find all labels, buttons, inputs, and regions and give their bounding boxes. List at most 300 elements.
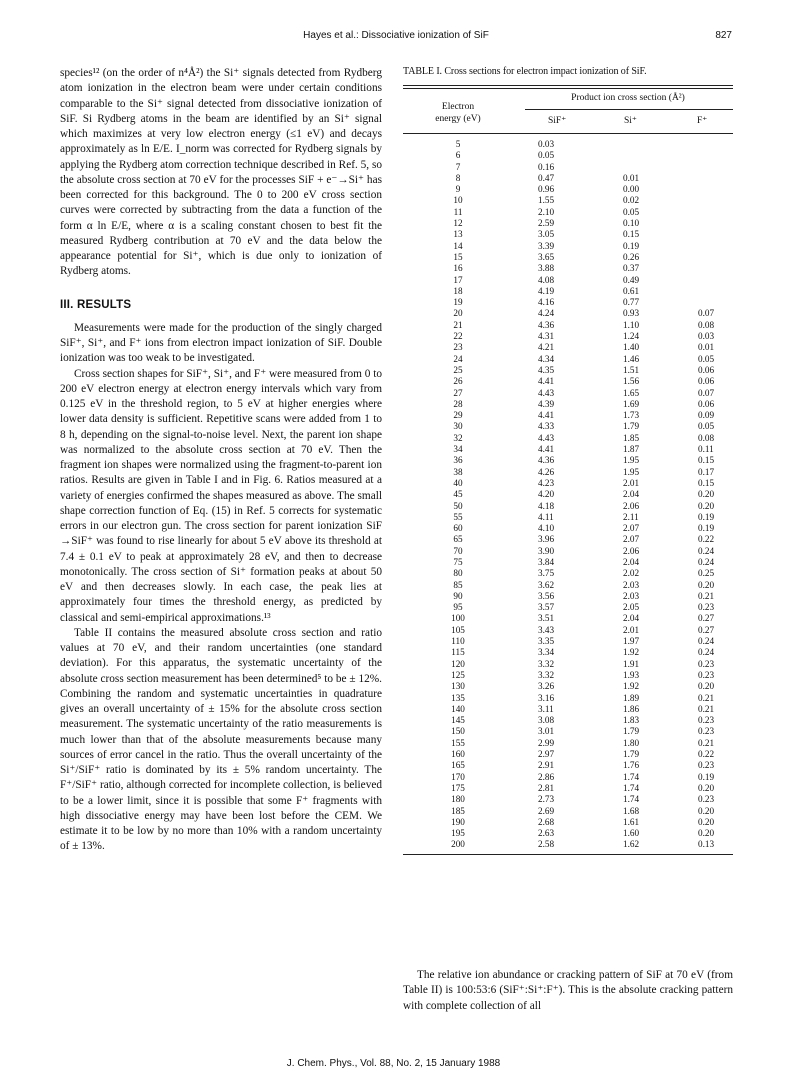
section-heading-results: III. RESULTS	[60, 298, 132, 311]
cell-sif-plus: 3.90	[538, 545, 555, 556]
cell-energy: 20	[453, 308, 463, 319]
cell-energy: 110	[451, 636, 465, 647]
table-row	[403, 715, 733, 726]
cell-si-plus: 1.80	[623, 737, 640, 748]
cell-si-plus	[623, 150, 698, 161]
cell-f-plus: 0.20	[698, 489, 715, 500]
cell-energy: 185	[451, 805, 465, 816]
table-row	[403, 591, 733, 602]
cell-sif-plus: 3.16	[538, 692, 555, 703]
cell-f-plus: 0.06	[698, 364, 715, 375]
cell-si-plus: 0.77	[623, 297, 640, 308]
cell-energy: 5	[455, 139, 461, 149]
table-bottom-rule	[403, 854, 733, 855]
cell-sif-plus: 2.69	[538, 805, 555, 816]
cell-sif-plus: 3.32	[538, 658, 555, 669]
cell-f-plus: 0.17	[698, 466, 715, 477]
cell-si-plus: 1.62	[623, 839, 640, 850]
cell-sif-plus: 2.63	[538, 828, 555, 839]
cell-f-plus: 0.24	[698, 556, 715, 567]
column-header-si-plus: Si⁺	[624, 116, 637, 126]
cell-si-plus: 1.92	[623, 681, 640, 692]
table-header-rule	[403, 133, 733, 134]
cell-f-plus: 0.21	[698, 737, 715, 748]
table-row	[403, 523, 733, 534]
column-group-rule	[525, 109, 733, 110]
table-row	[403, 625, 733, 636]
cell-sif-plus: 3.11	[538, 703, 554, 714]
cell-si-plus: 0.15	[623, 229, 640, 240]
cell-si-plus: 2.04	[623, 489, 640, 500]
cell-energy: 75	[453, 556, 463, 567]
table-row	[403, 184, 733, 195]
cell-f-plus: 0.27	[698, 613, 715, 624]
cell-f-plus: 0.20	[698, 816, 715, 827]
cell-si-plus: 0.37	[623, 263, 640, 274]
cell-si-plus: 0.49	[623, 274, 640, 285]
cell-energy: 160	[451, 749, 465, 760]
cell-si-plus: 2.06	[623, 500, 640, 511]
cell-energy: 12	[453, 218, 463, 229]
cell-sif-plus: 3.62	[538, 579, 555, 590]
cell-sif-plus: 3.26	[538, 681, 555, 692]
cell-si-plus: 2.03	[623, 579, 640, 590]
table-row	[403, 354, 733, 365]
cell-sif-plus: 2.58	[538, 839, 555, 850]
table-row	[403, 342, 733, 353]
table-row	[403, 421, 733, 432]
cell-sif-plus: 3.34	[538, 647, 555, 658]
table-row	[403, 455, 733, 466]
table-row	[403, 207, 733, 218]
cell-f-plus: 0.09	[698, 410, 715, 421]
cell-f-plus: 0.24	[698, 647, 715, 658]
cell-sif-plus: 4.41	[538, 410, 555, 421]
cell-si-plus: 1.74	[623, 771, 640, 782]
cell-sif-plus: 4.19	[538, 285, 555, 296]
table-row	[403, 512, 733, 523]
cell-f-plus: 0.23	[698, 602, 715, 613]
cell-f-plus: 0.23	[698, 715, 715, 726]
cell-f-plus: 0.11	[698, 444, 714, 455]
table-row	[403, 693, 733, 704]
cell-f-plus	[698, 275, 733, 286]
cell-si-plus: 2.07	[623, 534, 640, 545]
cell-f-plus: 0.05	[698, 421, 715, 432]
right-column-text	[403, 968, 733, 1014]
cell-energy: 38	[453, 466, 463, 477]
table-row	[403, 388, 733, 399]
cell-energy: 50	[453, 500, 463, 511]
cell-energy: 14	[453, 240, 463, 251]
table-row	[403, 749, 733, 760]
cell-si-plus: 1.68	[623, 805, 640, 816]
cell-si-plus: 0.19	[623, 240, 640, 251]
cell-energy: 155	[451, 737, 465, 748]
cell-f-plus	[698, 139, 733, 150]
cell-energy: 195	[451, 828, 465, 839]
cell-sif-plus: 4.23	[538, 477, 555, 488]
cell-sif-plus: 2.10	[538, 206, 555, 217]
table-row	[403, 195, 733, 206]
paragraph-rydberg-correction: species¹² (on the order of n⁴Å²) the Si⁺ signals detected from Rydberg atom ionization in the electron beam were under certain conditions comparable to the Si⁺ signal detected from dissociative ionization of SiF. Si Rydberg atoms in the beam are identified by an Si⁺ signal which maximizes at very low electron energy (≤1 eV) and decays approximately as ln E/E. I_norm was corrected for Rydberg signals by applying the Rydberg atom correction technique described in Ref. 5, so the absolute cross section at 70 eV for the processes SiF + e⁻→Si⁺ has been corrected for this background. The 0 to 200 eV cross section curves were corrected by subtracting from the data a function of the form α ln E/E, where α is a scaling constant chosen to best fit the measured Rydberg contribution at 70 eV and the data below the appearance potential for Si⁺, which is due only to ionization of Rydberg atoms.	[60, 67, 382, 278]
paragraph-table-two: Table II contains the measured absolute cross section and ratio values at 70 eV, and their random uncertainties (one standard deviation). For this apparatus, the systematic uncertainty of the absolute cross section measurement has been determined⁵ to be ± 12%. Combining the random and systematic uncertainties in quadrature gives an overall uncertainty of ± 15% for the absolute cross section measurement. The systematic uncertainty of the ratio measurements is much lower than that of the absolute measurements because many sources of error cancel in the ratio. Thus the overall uncertainty of the Si⁺/SiF⁺ ratio is dominated by its ± 5% random uncertainty. The F⁺/SiF⁺ ratio, although corrected for incomplete collection, is believed to be a lower limit, since it is possible that some F⁺ fragments with high dissociative energy may have been lost before the CEM. We estimate it to be low by no more than 10% with a random uncertainty of ± 13%.	[60, 626, 382, 853]
cell-energy: 55	[453, 511, 463, 522]
cell-sif-plus: 4.31	[538, 331, 555, 342]
cell-sif-plus: 1.55	[538, 195, 555, 206]
cell-sif-plus: 4.21	[538, 342, 555, 353]
cell-si-plus: 1.51	[623, 364, 640, 375]
table-header	[403, 89, 733, 133]
cell-si-plus: 1.79	[623, 726, 640, 737]
table-row	[403, 636, 733, 647]
cell-f-plus: 0.20	[698, 828, 715, 839]
cell-si-plus: 1.65	[623, 387, 640, 398]
cell-f-plus	[698, 162, 733, 173]
table-row	[403, 162, 733, 173]
cell-sif-plus: 4.43	[538, 387, 555, 398]
cell-sif-plus: 4.33	[538, 421, 555, 432]
cell-sif-plus: 3.96	[538, 534, 555, 545]
table-row	[403, 817, 733, 828]
cell-f-plus: 0.03	[698, 331, 715, 342]
cell-si-plus	[623, 139, 698, 150]
cell-si-plus: 2.02	[623, 568, 640, 579]
cell-energy: 22	[453, 331, 463, 342]
cell-energy: 100	[451, 613, 465, 624]
table-caption: TABLE I. Cross sections for electron impact ionization of SiF.	[403, 66, 647, 77]
cell-f-plus	[698, 207, 733, 218]
cell-f-plus: 0.01	[698, 342, 715, 353]
cell-si-plus: 2.03	[623, 590, 640, 601]
cell-energy: 15	[453, 251, 463, 262]
paragraph-cracking-pattern: The relative ion abundance or cracking pattern of SiF at 70 eV (from Table II) is 100:53:6 (SiF⁺:Si⁺:F⁺). This is the absolute cracking pattern with complete collection of all	[403, 969, 733, 1012]
cell-sif-plus: 4.34	[538, 353, 555, 364]
cell-f-plus: 0.20	[698, 782, 715, 793]
table-row	[403, 263, 733, 274]
cell-f-plus: 0.25	[698, 568, 715, 579]
cell-si-plus: 0.05	[623, 206, 640, 217]
cell-sif-plus: 4.18	[538, 500, 555, 511]
table-row	[403, 546, 733, 557]
table-row	[403, 806, 733, 817]
table-row	[403, 613, 733, 624]
cell-sif-plus: 3.43	[538, 624, 555, 635]
table-row	[403, 218, 733, 229]
table-row	[403, 760, 733, 771]
table-row	[403, 726, 733, 737]
cell-sif-plus: 3.51	[538, 613, 555, 624]
cell-si-plus: 2.04	[623, 613, 640, 624]
cell-f-plus	[698, 297, 733, 308]
cell-si-plus: 0.02	[623, 195, 640, 206]
cell-sif-plus: 3.32	[538, 669, 555, 680]
cell-sif-plus: 2.91	[538, 760, 555, 771]
cell-f-plus: 0.19	[698, 511, 715, 522]
table-row	[403, 839, 733, 850]
table-row	[403, 173, 733, 184]
cell-si-plus: 1.95	[623, 466, 640, 477]
table-rows	[403, 139, 733, 851]
table-row	[403, 139, 733, 150]
table-row	[403, 286, 733, 297]
cell-sif-plus: 4.41	[538, 376, 555, 387]
cell-sif-plus: 4.41	[538, 444, 555, 455]
cell-si-plus: 1.79	[623, 421, 640, 432]
cell-energy: 26	[453, 376, 463, 387]
cell-f-plus: 0.05	[698, 353, 715, 364]
column-header-electron-line2: energy (eV)	[435, 114, 481, 124]
cell-f-plus: 0.21	[698, 590, 715, 601]
cell-sif-plus: 4.08	[538, 274, 555, 285]
cell-sif-plus: 2.97	[538, 749, 555, 760]
cell-energy: 16	[453, 263, 463, 274]
cell-energy: 30	[453, 421, 463, 432]
cell-sif-plus: 0.03	[538, 139, 555, 149]
cell-energy: 85	[453, 579, 463, 590]
cell-energy: 90	[453, 590, 463, 601]
table-row	[403, 580, 733, 591]
cell-f-plus: 0.08	[698, 319, 715, 330]
table-row	[403, 275, 733, 286]
cell-sif-plus: 3.56	[538, 590, 555, 601]
cell-sif-plus: 0.05	[538, 150, 555, 161]
cell-energy: 25	[453, 364, 463, 375]
table-body	[403, 139, 733, 851]
table-row	[403, 297, 733, 308]
cell-si-plus: 1.83	[623, 715, 640, 726]
journal-footer: J. Chem. Phys., Vol. 88, No. 2, 15 January 1988	[286, 1058, 501, 1069]
cell-energy: 200	[451, 839, 465, 850]
cell-f-plus	[698, 218, 733, 229]
cell-energy: 21	[453, 319, 463, 330]
cell-si-plus: 2.05	[623, 602, 640, 613]
cell-si-plus: 2.01	[623, 477, 640, 488]
cell-si-plus: 1.74	[623, 782, 640, 793]
table-row	[403, 229, 733, 240]
table-row	[403, 783, 733, 794]
cell-si-plus: 1.10	[623, 319, 640, 330]
cell-energy: 6	[455, 150, 461, 161]
cell-f-plus	[698, 263, 733, 274]
table-row	[403, 568, 733, 579]
table-row	[403, 704, 733, 715]
table-row	[403, 489, 733, 500]
cell-sif-plus: 3.84	[538, 556, 555, 567]
cell-f-plus	[698, 229, 733, 240]
cell-sif-plus: 4.24	[538, 308, 555, 319]
table-row	[403, 376, 733, 387]
cell-energy: 32	[453, 432, 463, 443]
cell-f-plus: 0.20	[698, 500, 715, 511]
cell-si-plus: 1.85	[623, 432, 640, 443]
cell-sif-plus: 4.43	[538, 432, 555, 443]
cell-f-plus	[698, 286, 733, 297]
cell-energy: 9	[455, 184, 461, 195]
cell-f-plus: 0.23	[698, 726, 715, 737]
cell-f-plus: 0.08	[698, 432, 715, 443]
cell-energy: 175	[451, 782, 465, 793]
table-row	[403, 331, 733, 342]
table-row	[403, 647, 733, 658]
cell-si-plus: 1.89	[623, 692, 640, 703]
table-row	[403, 557, 733, 568]
table-row	[403, 399, 733, 410]
table-row	[403, 252, 733, 263]
cell-f-plus: 0.06	[698, 376, 715, 387]
cell-energy: 24	[453, 353, 463, 364]
cell-si-plus	[623, 162, 698, 173]
cell-energy: 165	[451, 760, 465, 771]
cell-sif-plus: 4.26	[538, 466, 555, 477]
cell-si-plus: 1.24	[623, 331, 640, 342]
cell-sif-plus: 3.57	[538, 602, 555, 613]
table-row	[403, 602, 733, 613]
table-row	[403, 241, 733, 252]
cell-sif-plus: 4.10	[538, 523, 555, 534]
cell-f-plus	[698, 195, 733, 206]
table-row	[403, 501, 733, 512]
cell-si-plus: 1.93	[623, 669, 640, 680]
table-row	[403, 467, 733, 478]
column-header-electron-line1: Electron	[441, 102, 475, 112]
cell-energy: 180	[451, 794, 465, 805]
column-group-header: Product ion cross section (Å²)	[571, 93, 685, 103]
cell-sif-plus: 3.35	[538, 636, 555, 647]
cell-energy: 170	[451, 771, 465, 782]
cell-energy: 19	[453, 297, 463, 308]
cell-energy: 17	[453, 274, 463, 285]
cell-si-plus: 0.26	[623, 251, 640, 262]
table-row	[403, 681, 733, 692]
cell-si-plus: 1.46	[623, 353, 640, 364]
cell-si-plus: 1.76	[623, 760, 640, 771]
cell-f-plus: 0.23	[698, 658, 715, 669]
table-row	[403, 320, 733, 331]
cell-sif-plus: 3.39	[538, 240, 555, 251]
cell-energy: 7	[455, 161, 461, 172]
cell-si-plus: 1.56	[623, 376, 640, 387]
cell-si-plus: 1.97	[623, 636, 640, 647]
cell-f-plus: 0.06	[698, 398, 715, 409]
cell-energy: 70	[453, 545, 463, 556]
paragraph-measurements: Measurements were made for the production of the singly charged SiF⁺, Si⁺, and F⁺ ions from electron impact ionization of SiF. Double ionization was too weak to be investigated.	[60, 321, 382, 365]
cell-si-plus: 0.10	[623, 218, 640, 229]
table-row	[403, 534, 733, 545]
cell-sif-plus: 3.75	[538, 568, 555, 579]
cell-sif-plus: 3.65	[538, 251, 555, 262]
cell-sif-plus: 2.81	[538, 782, 555, 793]
table-one	[403, 66, 733, 855]
table-row	[403, 410, 733, 421]
cell-energy: 29	[453, 410, 463, 421]
cell-f-plus: 0.23	[698, 794, 715, 805]
cell-si-plus: 1.60	[623, 828, 640, 839]
cell-si-plus: 1.91	[623, 658, 640, 669]
cell-sif-plus: 3.88	[538, 263, 555, 274]
cell-si-plus: 1.73	[623, 410, 640, 421]
cell-sif-plus: 2.73	[538, 794, 555, 805]
column-header-f-plus: F⁺	[697, 116, 708, 126]
cell-energy: 11	[453, 206, 463, 217]
cell-energy: 145	[451, 715, 465, 726]
cell-si-plus: 2.04	[623, 556, 640, 567]
cell-si-plus: 0.61	[623, 285, 640, 296]
cell-f-plus: 0.07	[698, 387, 715, 398]
cell-sif-plus: 0.16	[538, 161, 555, 172]
cell-energy: 60	[453, 523, 463, 534]
cell-f-plus: 0.20	[698, 579, 715, 590]
cell-energy: 28	[453, 398, 463, 409]
cell-sif-plus: 3.01	[538, 726, 555, 737]
cell-f-plus	[698, 241, 733, 252]
cell-f-plus: 0.19	[698, 771, 715, 782]
table-row	[403, 150, 733, 161]
table-row	[403, 478, 733, 489]
cell-f-plus: 0.24	[698, 545, 715, 556]
cell-f-plus: 0.20	[698, 681, 715, 692]
cell-energy: 13	[453, 229, 463, 240]
cell-sif-plus: 4.39	[538, 398, 555, 409]
cell-f-plus: 0.22	[698, 749, 715, 760]
cell-energy: 135	[451, 692, 465, 703]
column-header-electron-energy	[403, 101, 513, 125]
cell-f-plus: 0.21	[698, 703, 715, 714]
cell-energy: 27	[453, 387, 463, 398]
cell-f-plus: 0.15	[698, 455, 715, 466]
table-row	[403, 772, 733, 783]
page-number: 827	[715, 30, 732, 41]
cell-sif-plus: 0.47	[538, 172, 555, 183]
cell-si-plus: 1.95	[623, 455, 640, 466]
cell-energy: 8	[455, 172, 461, 183]
cell-si-plus: 1.87	[623, 444, 640, 455]
cell-energy: 125	[451, 669, 465, 680]
cell-sif-plus: 0.96	[538, 184, 555, 195]
cell-energy: 40	[453, 477, 463, 488]
running-title: Hayes et al.: Dissociative ionization of SiF	[303, 30, 489, 41]
cell-sif-plus: 3.08	[538, 715, 555, 726]
cell-energy: 140	[451, 703, 465, 714]
cell-si-plus: 1.79	[623, 749, 640, 760]
cell-f-plus: 0.22	[698, 534, 715, 545]
cell-si-plus: 1.40	[623, 342, 640, 353]
cell-energy: 105	[451, 624, 465, 635]
cell-energy: 10	[453, 195, 463, 206]
cell-energy: 95	[453, 602, 463, 613]
cell-si-plus: 0.00	[623, 184, 640, 195]
cell-energy: 65	[453, 534, 463, 545]
cell-si-plus: 0.93	[623, 308, 640, 319]
cell-f-plus: 0.07	[698, 308, 715, 319]
cell-sif-plus: 4.11	[538, 511, 554, 522]
table-row	[403, 670, 733, 681]
cell-si-plus: 0.01	[623, 172, 640, 183]
cell-f-plus: 0.21	[698, 692, 715, 703]
cell-energy: 80	[453, 568, 463, 579]
table-row	[403, 828, 733, 839]
cell-f-plus: 0.15	[698, 477, 715, 488]
table-row	[403, 659, 733, 670]
table-row	[403, 444, 733, 455]
cell-si-plus: 2.11	[623, 511, 639, 522]
column-header-sif-plus: SiF⁺	[548, 116, 567, 126]
cell-energy: 23	[453, 342, 463, 353]
cell-energy: 115	[451, 647, 465, 658]
cell-f-plus: 0.23	[698, 760, 715, 771]
cell-sif-plus: 3.05	[538, 229, 555, 240]
cell-sif-plus: 4.16	[538, 297, 555, 308]
